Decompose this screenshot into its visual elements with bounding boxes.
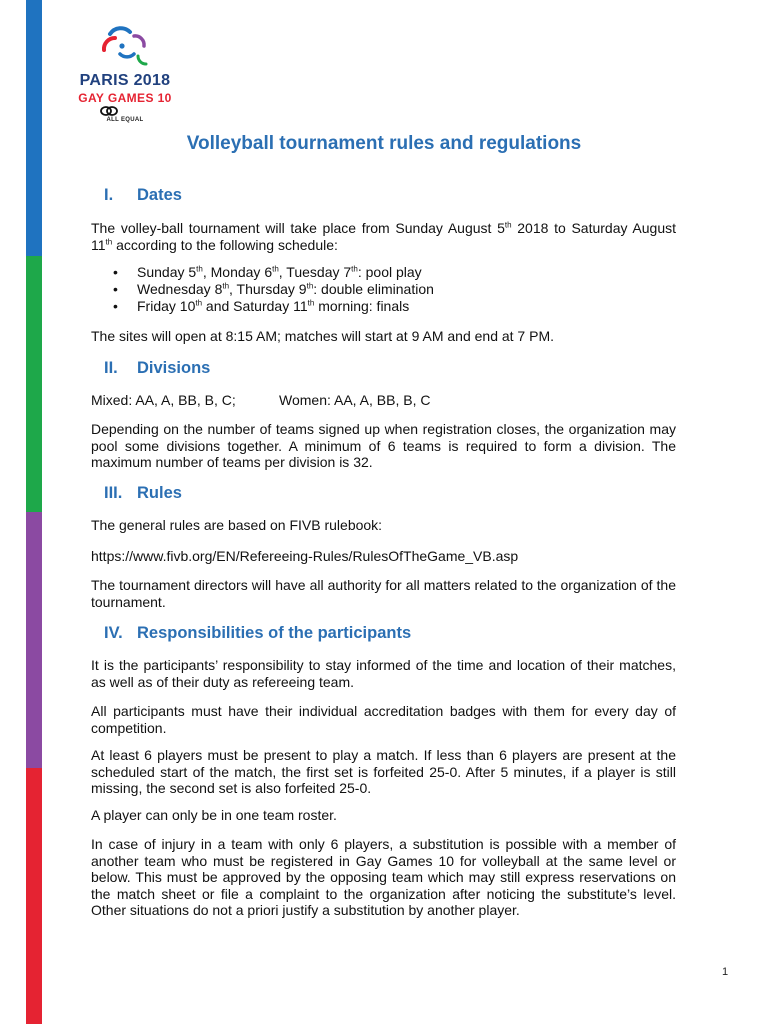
women-divisions: Women: AA, A, BB, B, C: [279, 392, 431, 408]
section-title: Divisions: [137, 359, 211, 377]
paris-2018-logo: [72, 26, 182, 122]
rules-paragraph: The general rules are based on FIVB rulebook:: [91, 517, 383, 533]
section-number: IV.: [104, 624, 123, 642]
section-heading-rules: [104, 484, 182, 503]
substitution-paragraph: In case of injury in a team with only 6 players, a substitution is possible with a member of another team who must be registered in Gay Games 10 for volleyball at the same level or below. This must be approved by the opposing team which may still express reservations on the match sheet or file a complaint to the organization after noticing the substitute’s level. Other situations do not a priori justify a substitution by another player.: [91, 836, 676, 918]
section-heading-responsibilities: [104, 624, 411, 643]
section-heading-dates: [104, 186, 182, 205]
dates-intro-paragraph: The volley-ball tournament will take place from Sunday August 5th 2018 to Saturday August 11th according to the following schedule:: [91, 220, 677, 253]
roster-paragraph: A player can only be in one team roster.: [91, 807, 337, 823]
section-number: I.: [104, 186, 114, 204]
color-stripe-blue: [26, 0, 42, 256]
page-number: 1: [722, 966, 729, 978]
logo-gay-games-10: GAY GAMES 10: [78, 91, 172, 105]
mixed-divisions: Mixed: AA, A, BB, B, C;: [91, 392, 236, 408]
minimum-players-paragraph: At least 6 players must be present to play a match. If less than 6 players are present at the scheduled start of the match, the first set is forfeited 25-0. After 5 minutes, if a player is still missing, the second set is also forfeited 25-0.: [91, 747, 676, 796]
accreditation-paragraph: All participants must have their individual accreditation badges with them for every day of competition.: [91, 703, 676, 736]
fivb-rulebook-link[interactable]: https://www.fivb.org/EN/Refereeing-Rules/RulesOfTheGame_VB.asp: [91, 548, 519, 564]
section-number: III.: [104, 484, 123, 502]
authority-paragraph: The tournament directors will have all authority for all matters related to the organization of the tournament.: [91, 577, 676, 610]
divisions-paragraph: Depending on the number of teams signed up when registration closes, the organization may pool some divisions together. A minimum of 6 teams is required to form a division. The maximum number of teams per division is 32.: [91, 421, 676, 470]
section-number: II.: [104, 359, 118, 377]
schedule-list: [91, 264, 676, 315]
logo-paris-2018: PARIS 2018: [79, 72, 171, 89]
logo-all-equal: ALL EQUAL: [106, 117, 144, 123]
list-item: • Friday 10th and Saturday 11th morning: finals: [91, 298, 676, 315]
color-stripe-green: [26, 256, 42, 512]
color-stripe-red: [26, 768, 42, 1024]
section-title: Responsibilities of the participants: [137, 624, 412, 642]
list-item: • Sunday 5th, Monday 6th, Tuesday 7th: pool play: [91, 264, 676, 281]
section-title: Dates: [137, 186, 182, 204]
sites-paragraph: The sites will open at 8:15 AM; matches will start at 9 AM and end at 7 PM.: [91, 328, 554, 344]
section-title: Rules: [137, 484, 182, 502]
equal-rings-icon: [100, 106, 118, 116]
color-stripe-purple: [26, 512, 42, 768]
page-title: Volleyball tournament rules and regulations: [186, 133, 582, 154]
responsibility-paragraph: It is the participants’ responsibility to stay informed of the time and location of their matches, as well as of their duty as refereeing team.: [91, 657, 676, 690]
divisions-line: [91, 392, 676, 409]
list-item: • Wednesday 8th, Thursday 9th: double elimination: [91, 281, 676, 298]
gay-games-emblem-icon: [100, 26, 150, 72]
section-heading-divisions: [104, 359, 210, 378]
